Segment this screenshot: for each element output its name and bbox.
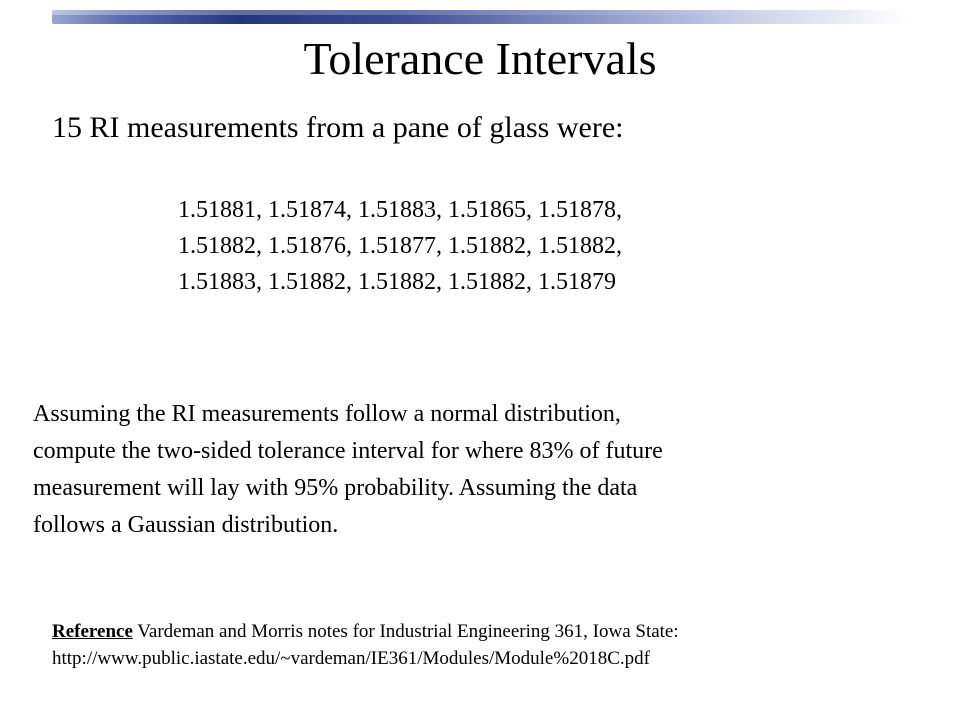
reference-block <box>52 618 679 672</box>
measurement-line: 1.51881, 1.51874, 1.51883, 1.51865, 1.51878, <box>178 197 622 223</box>
question-line: compute the two-sided tolerance interval for where 83% of future <box>33 438 663 464</box>
question-line: Assuming the RI measurements follow a normal distribution, <box>33 401 621 427</box>
question-line: follows a Gaussian distribution. <box>33 512 339 538</box>
measurement-line: 1.51882, 1.51876, 1.51877, 1.51882, 1.51882, <box>178 233 622 259</box>
question-paragraph <box>33 396 933 544</box>
reference-line <box>52 618 679 645</box>
question-line: measurement will lay with 95% probability. Assuming the data <box>33 475 638 501</box>
header-decoration-bar <box>52 10 908 24</box>
reference-url[interactable]: http://www.public.iastate.edu/~vardeman/IE361/Modules/Module%2018C.pdf <box>52 648 650 669</box>
reference-label: Reference <box>52 621 133 642</box>
measurement-line: 1.51883, 1.51882, 1.51882, 1.51882, 1.51879 <box>178 269 616 295</box>
intro-text: 15 RI measurements from a pane of glass were: <box>52 111 624 144</box>
measurement-list <box>178 192 622 300</box>
slide-title: Tolerance Intervals <box>303 33 657 84</box>
reference-text: Vardeman and Morris notes for Industrial Engineering 361, Iowa State: <box>132 621 679 642</box>
